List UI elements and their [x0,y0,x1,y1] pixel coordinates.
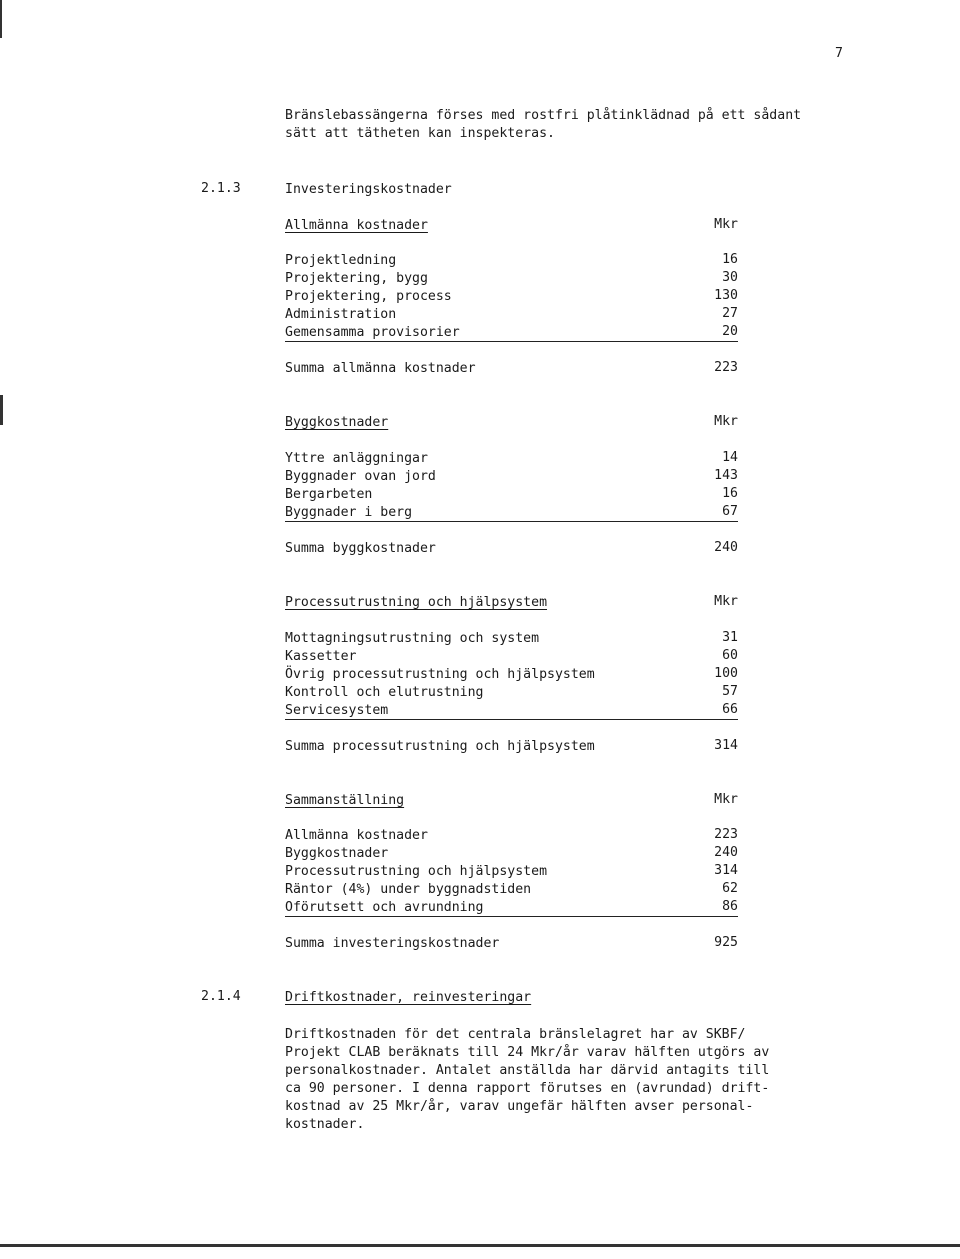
table-row-label: Byggnader i berg [285,505,413,520]
table-row-label: Mottagningsutrustning och system [285,631,540,646]
table-row-value: 67 [722,504,738,519]
unit-label: Mkr [714,594,738,609]
subtotal-rule [285,719,738,720]
subtotal-rule [285,916,738,917]
table-header: Sammanställning [285,793,405,808]
table-row-value: 27 [722,306,738,321]
table-row-label: Projektering, process [285,289,452,304]
table-total-value: 240 [714,540,738,555]
page-number: 7 [835,46,843,61]
unit-label: Mkr [714,792,738,807]
table-row-label: Byggnader ovan jord [285,469,436,484]
table-header: Byggkostnader [285,415,389,430]
table-total-label: Summa byggkostnader [285,541,436,556]
table-row-value: 314 [714,863,738,878]
table-row-value: 57 [722,684,738,699]
section-number: 2.1.3 [201,181,241,196]
table-row-value: 16 [722,486,738,501]
table-row-label: Processutrustning och hjälpsystem [285,864,548,879]
subtotal-rule [285,521,738,522]
table-row-label: Byggkostnader [285,846,389,861]
table-row-value: 14 [722,450,738,465]
table-row-label: Servicesystem [285,703,389,718]
paragraph-line: Driftkostnaden för det centrala bränslelagret har av SKBF/ [285,1027,746,1042]
table-row-label: Kontroll och elutrustning [285,685,484,700]
table-row-value: 62 [722,881,738,896]
table-row-label: Oförutsett och avrundning [285,900,484,915]
section-number: 2.1.4 [201,989,241,1004]
table-row-value: 100 [714,666,738,681]
table-total-label: Summa allmänna kostnader [285,361,476,376]
paragraph-line: kostnader. [285,1117,365,1132]
table-total-value: 925 [714,935,738,950]
table-row-label: Projektledning [285,253,397,268]
intro-line-2: sätt att tätheten kan inspekteras. [285,126,555,141]
table-row-value: 143 [714,468,738,483]
table-row-value: 240 [714,845,738,860]
table-row-value: 66 [722,702,738,717]
table-row-label: Administration [285,307,397,322]
table-row-label: Projektering, bygg [285,271,428,286]
table-row-value: 30 [722,270,738,285]
paragraph-line: personalkostnader. Antalet anställda har därvid antagits till [285,1063,770,1078]
paragraph-line: ca 90 personer. I denna rapport förutses en (avrundad) drift- [285,1081,770,1096]
scan-edge-mark [0,395,3,425]
table-total-label: Summa investeringskostnader [285,936,500,951]
table-row-value: 223 [714,827,738,842]
subtotal-rule [285,341,738,342]
table-row-value: 86 [722,899,738,914]
table-row-label: Bergarbeten [285,487,373,502]
table-row-value: 16 [722,252,738,267]
table-row-value: 130 [714,288,738,303]
table-total-label: Summa processutrustning och hjälpsystem [285,739,595,754]
table-header: Processutrustning och hjälpsystem [285,595,548,610]
table-row-label: Kassetter [285,649,357,664]
table-row-label: Yttre anläggningar [285,451,428,466]
table-row-label: Gemensamma provisorier [285,325,460,340]
table-total-value: 314 [714,738,738,753]
intro-line-1: Bränslebassängerna förses med rostfri plåtinklädnad på ett sådant [285,108,802,123]
table-total-value: 223 [714,360,738,375]
section-title: Investeringskostnader [285,182,452,197]
table-row-label: Allmänna kostnader [285,828,428,843]
table-row-value: 60 [722,648,738,663]
table-header: Allmänna kostnader [285,218,428,233]
unit-label: Mkr [714,217,738,232]
table-row-value: 31 [722,630,738,645]
scan-edge-mark [0,0,2,38]
table-row-value: 20 [722,324,738,339]
paragraph-line: kostnad av 25 Mkr/år, varav ungefär hälften avser personal- [285,1099,754,1114]
table-row-label: Räntor (4%) under byggnadstiden [285,882,532,897]
unit-label: Mkr [714,414,738,429]
paragraph-line: Projekt CLAB beräknats till 24 Mkr/år varav hälften utgörs av [285,1045,770,1060]
section-title: Driftkostnader, reinvesteringar [285,990,532,1005]
scan-bottom-border [0,1244,960,1247]
table-row-label: Övrig processutrustning och hjälpsystem [285,667,595,682]
